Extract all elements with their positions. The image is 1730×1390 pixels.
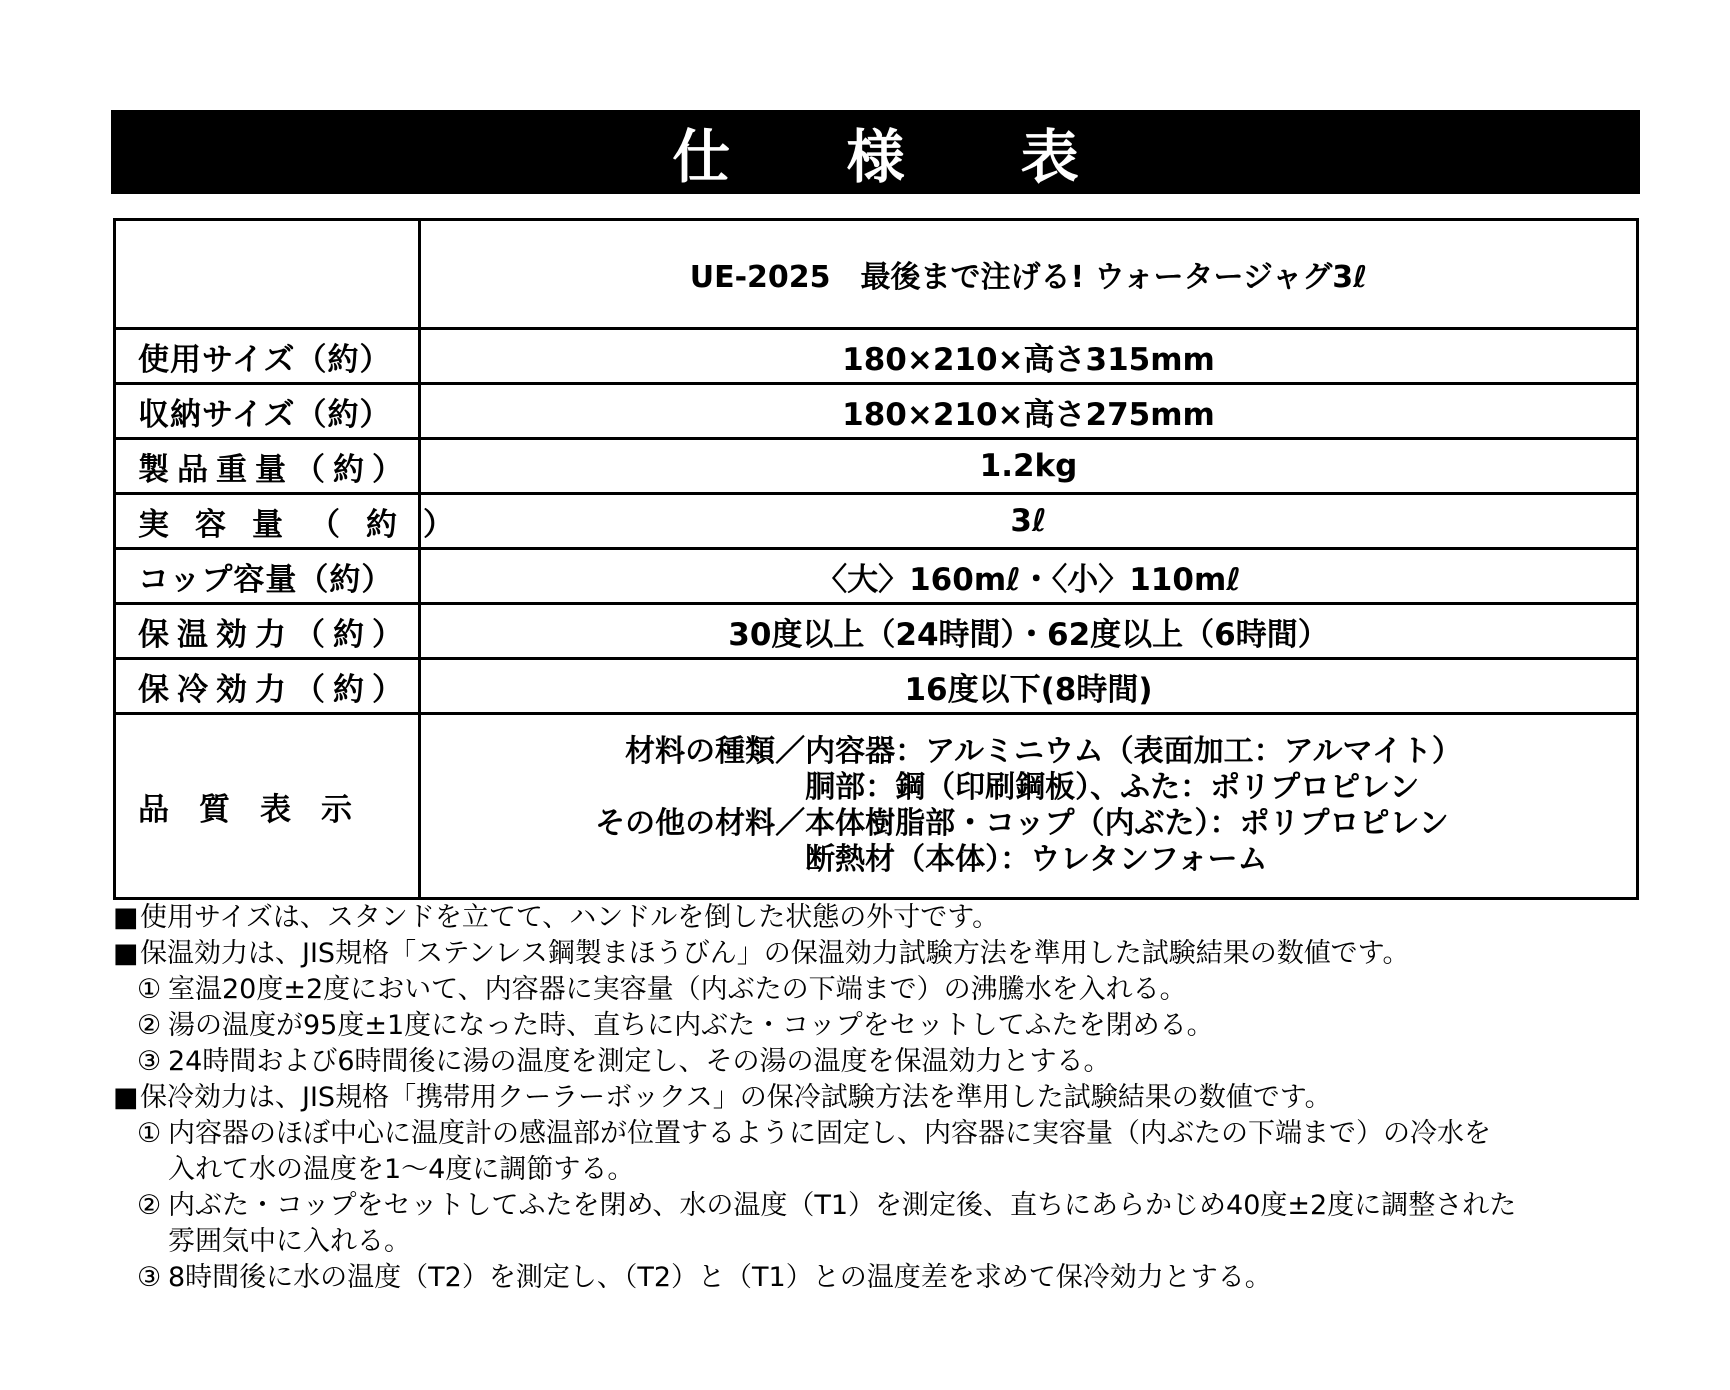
note-subitem: [113, 1260, 1653, 1296]
spec-title-bar: [111, 110, 1640, 194]
note-subitem: [113, 1116, 1653, 1152]
spec-table: [113, 218, 1639, 900]
row-value: 30度以上（24時間）・62度以上（6時間）: [420, 604, 1638, 659]
note-text: 保冷効力は、JIS規格「携帯用クーラーボックス」の保冷試験方法を準用した試験結果の数値です。: [140, 1082, 1332, 1113]
note-text: 内容器のほぼ中心に温度計の感温部が位置するように固定し、内容器に実容量（内ぶたの下端まで）の冷水を: [168, 1118, 1491, 1149]
note-text: 保温効力は、JIS規格「ステンレス鋼製まほうびん」の保温効力試験方法を準用した試験結果の数値です。: [140, 938, 1410, 969]
quality-label: 品質表示: [115, 714, 420, 899]
note-number: ②: [137, 1010, 162, 1041]
note-number: ①: [137, 1118, 162, 1149]
row-label: 使用サイズ（約）: [115, 329, 420, 384]
row-label: 保温効力（約）: [115, 604, 420, 659]
quality-key: その他の材料／: [595, 806, 806, 841]
row-value: 1.2kg: [420, 439, 1638, 494]
row-label: 収納サイズ（約）: [115, 384, 420, 439]
quality-row: [115, 714, 1638, 899]
quality-text: 本体樹脂部・コップ（内ぶた）：ポリプロピレン: [805, 806, 1449, 841]
quality-text: 断熱材（本体）：ウレタンフォーム: [805, 842, 1268, 877]
note-text: 湯の温度が95度±1度になった時、直ちに内ぶた・コップをセットしてふたを閉める。: [168, 1010, 1214, 1041]
quality-key: 材料の種類／: [625, 734, 806, 769]
notes-section: [113, 900, 1653, 1296]
row-label: 実容量（約）: [115, 494, 420, 549]
note-number: ①: [137, 974, 162, 1005]
note-subitem: [113, 1188, 1653, 1224]
quality-value: [420, 714, 1638, 899]
note-bullet: ■: [113, 902, 139, 933]
product-header: UE-2025 最後まで注げる! ウォータージャグ3ℓ: [420, 220, 1638, 329]
row-label: 保冷効力（約）: [115, 659, 420, 714]
header-empty-cell: [115, 220, 420, 329]
note-number: ③: [137, 1262, 162, 1293]
quality-text: 胴部：鋼（印刷鋼板）、ふた：ポリプロピレン: [805, 770, 1420, 805]
table-row: [115, 329, 1638, 384]
table-row: [115, 494, 1638, 549]
row-value: 16度以下(8時間): [420, 659, 1638, 714]
quality-key: [595, 770, 805, 806]
note-number: ③: [137, 1046, 162, 1077]
note-bullet: ■: [113, 1082, 139, 1113]
note-item: [113, 900, 1653, 936]
note-item: [113, 1080, 1653, 1116]
row-label: 製品重量（約）: [115, 439, 420, 494]
note-text: 24時間および6時間後に湯の温度を測定し、その湯の温度を保温効力とする。: [168, 1046, 1111, 1077]
table-row: [115, 604, 1638, 659]
table-row: [115, 439, 1638, 494]
row-value: 180×210×高さ315mm: [420, 329, 1638, 384]
note-text: 使用サイズは、スタンドを立てて、ハンドルを倒した状態の外寸です。: [140, 902, 1000, 933]
quality-key: [595, 842, 805, 878]
note-text: 室温20度±2度において、内容器に実容量（内ぶたの下端まで）の沸騰水を入れる。: [168, 974, 1187, 1005]
table-row: [115, 384, 1638, 439]
page-title: 仕 様 表: [672, 123, 1127, 191]
table-row: [115, 659, 1638, 714]
note-bullet: ■: [113, 938, 139, 969]
note-continuation: 雰囲気中に入れる。: [168, 1226, 411, 1257]
note-text: 内ぶた・コップをセットしてふたを閉め、水の温度（T1）を測定後、直ちにあらかじめ40度±2度に調整された: [168, 1190, 1517, 1221]
row-label: コップ容量（約）: [115, 549, 420, 604]
note-subitem: [113, 1044, 1653, 1080]
quality-text: 内容器：アルミニウム（表面加工：アルマイト）: [805, 734, 1462, 769]
row-value: 180×210×高さ275mm: [420, 384, 1638, 439]
table-row: [115, 549, 1638, 604]
note-number: ②: [137, 1190, 162, 1221]
row-value: 3ℓ: [420, 494, 1638, 549]
row-value: 〈大〉160mℓ・〈小〉110mℓ: [420, 549, 1638, 604]
note-item: [113, 936, 1653, 972]
note-subitem: [113, 972, 1653, 1008]
note-continuation: 入れて水の温度を1～4度に調節する。: [168, 1154, 635, 1185]
table-header-row: [115, 220, 1638, 329]
note-text: 8時間後に水の温度（T2）を測定し、（T2）と（T1）との温度差を求めて保冷効力とする。: [168, 1262, 1272, 1293]
quality-lines: [421, 734, 1636, 878]
note-subitem: [113, 1008, 1653, 1044]
